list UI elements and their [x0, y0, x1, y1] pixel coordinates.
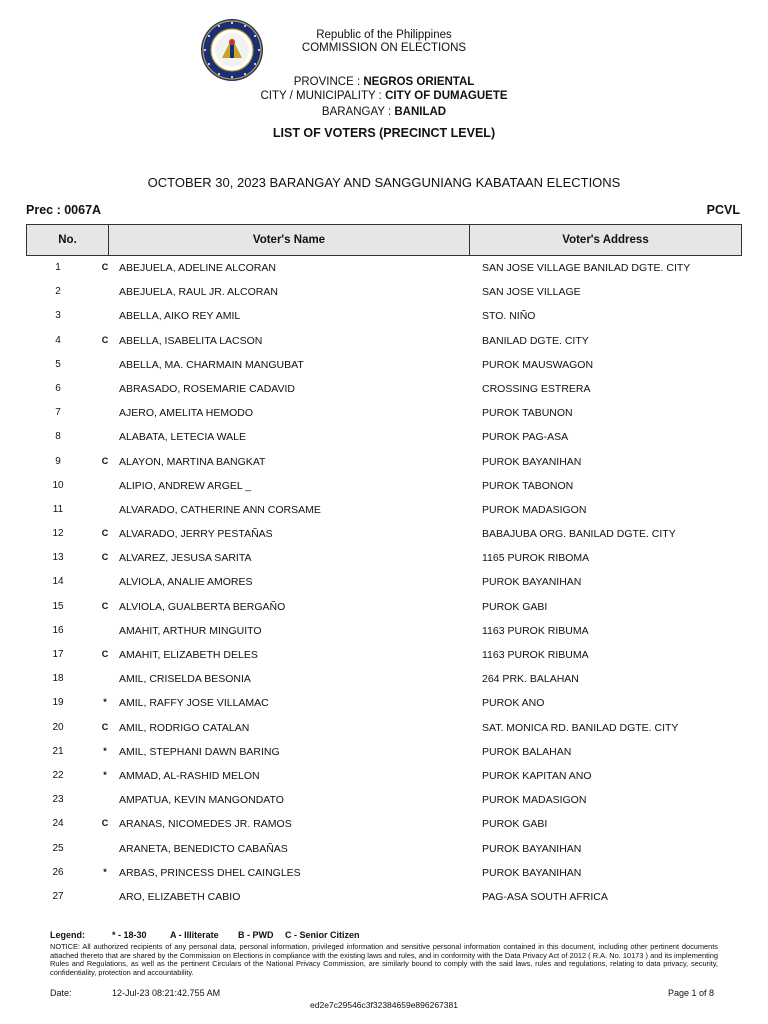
table-row [26, 667, 742, 691]
voter-address: PUROK MADASIGON [482, 794, 587, 807]
legend [50, 930, 360, 940]
republic-line: Republic of the Philippines [316, 29, 452, 41]
voter-name: AJERO, AMELITA HEMODO [119, 407, 253, 420]
legend-title: Legend: [50, 930, 85, 940]
voter-name: ABELLA, MA. CHARMAIN MANGUBAT [119, 358, 304, 371]
voter-name: AMIL, CRISELDA BESONIA [119, 673, 251, 686]
voter-address: 1165 PUROK RIBOMA [482, 552, 590, 565]
table-row [26, 716, 742, 740]
voter-address: SAN JOSE VILLAGE BANILAD DGTE. CITY [482, 262, 691, 274]
table-row [26, 788, 742, 812]
commission-line: COMMISSION ON ELECTIONS [301, 42, 467, 54]
city-value: CITY OF DUMAGUETE [385, 90, 508, 102]
voter-mark: C [101, 600, 109, 611]
voter-number: 12 [52, 528, 64, 540]
voter-number: 8 [55, 431, 61, 443]
table-row [26, 691, 742, 715]
voter-name: AMAHIT, ELIZABETH DELES [119, 649, 258, 661]
voter-list [26, 256, 742, 909]
legend-illiterate: A - Illiterate [170, 930, 219, 940]
voter-number: 14 [52, 576, 64, 588]
voter-address: PUROK GABI [482, 818, 548, 831]
city-label: CITY / MUNICIPALITY : [260, 90, 386, 102]
voter-name: AMPATUA, KEVIN MANGONDATO [119, 794, 284, 807]
voter-number: 25 [52, 842, 64, 854]
voter-name: AMIL, RODRIGO CATALAN [119, 721, 250, 734]
precinct-label: Prec : 0067A [26, 203, 102, 217]
voter-mark: C [101, 552, 109, 563]
voter-number: 23 [52, 794, 64, 806]
voter-number: 16 [52, 624, 64, 636]
table-row [26, 450, 742, 474]
voter-number: 10 [52, 479, 64, 491]
table-row [26, 570, 742, 594]
table-row [26, 425, 742, 449]
header-address: Voter's Address [562, 234, 649, 246]
table-row [26, 498, 742, 522]
voter-number: 20 [52, 721, 64, 733]
voter-address: PUROK KAPITAN ANO [482, 769, 592, 782]
voter-name: AMIL, RAFFY JOSE VILLAMAC [119, 697, 269, 710]
province-value: NEGROS ORIENTAL [363, 76, 475, 88]
table-row [26, 740, 742, 764]
voter-address: PUROK MAUSWAGON [482, 358, 594, 371]
province-line [0, 75, 768, 89]
legend-pwd: B - PWD [238, 930, 274, 940]
table-row [26, 401, 742, 425]
voter-name: ALVARADO, CATHERINE ANN CORSAME [119, 503, 321, 516]
voter-name: ARANETA, BENEDICTO CABAÑAS [119, 842, 288, 855]
voter-number: 3 [55, 310, 61, 322]
voter-name: ABEJUELA, ADELINE ALCORAN [119, 262, 276, 274]
voter-name: ARO, ELIZABETH CABIO [119, 890, 241, 903]
table-row [26, 764, 742, 788]
header-name: Voter's Name [109, 225, 470, 255]
table-row [26, 329, 742, 353]
legend-senior: C - Senior Citizen [285, 930, 360, 940]
table-row [26, 280, 742, 304]
voter-number: 19 [52, 697, 64, 709]
barangay-label: BARANGAY : [321, 106, 395, 118]
voter-number: 22 [52, 769, 64, 781]
voter-address: 264 PRK. BALAHAN [482, 673, 579, 686]
voter-name: ALVAREZ, JESUSA SARITA [119, 552, 252, 565]
voter-number: 27 [52, 890, 64, 902]
voter-mark: C [101, 721, 109, 732]
voter-mark: * [103, 769, 107, 780]
list-title: LIST OF VOTERS (PRECINCT LEVEL) [272, 126, 496, 140]
voter-address: SAT. MONICA RD. BANILAD DGTE. CITY [482, 721, 679, 734]
voter-number: 18 [52, 673, 64, 685]
voter-name: AMAHIT, ARTHUR MINGUITO [119, 624, 262, 637]
voter-mark: * [103, 866, 107, 877]
date-label: Date: [50, 988, 72, 998]
table-row [26, 861, 742, 885]
document-hash: ed2e7c29546c3f32384659e896267381 [310, 1000, 458, 1010]
table-row [26, 546, 742, 570]
voter-name: ALABATA, LETECIA WALE [119, 431, 247, 444]
voter-address: PUROK BAYANIHAN [482, 842, 582, 855]
voter-address: STO. NIÑO [482, 310, 536, 323]
voter-address: PAG-ASA SOUTH AFRICA [482, 890, 608, 903]
voter-mark: C [101, 455, 109, 466]
voter-address: PUROK TABUNON [482, 407, 573, 420]
voter-number: 17 [52, 649, 64, 660]
voter-address: 1163 PUROK RIBUMA [482, 624, 589, 637]
voter-address: PUROK PAG-ASA [482, 431, 569, 444]
table-row [26, 885, 742, 909]
table-row [26, 812, 742, 836]
voter-name: ALVIOLA, ANALIE AMORES [119, 576, 253, 589]
voter-name: ALAYON, MARTINA BANGKAT [119, 455, 266, 468]
voter-number: 4 [55, 334, 61, 346]
table-row [26, 353, 742, 377]
voter-address: PUROK ANO [482, 697, 545, 710]
voter-name: AMIL, STEPHANI DAWN BARING [119, 745, 280, 758]
table-row [26, 837, 742, 861]
header-no: No. [27, 225, 109, 255]
voter-name: ABEJUELA, RAUL JR. ALCORAN [119, 286, 278, 299]
table-row [26, 304, 742, 328]
voter-address: BABAJUBA ORG. BANILAD DGTE. CITY [482, 528, 676, 541]
voter-address: PUROK BALAHAN [482, 745, 572, 758]
voter-name: ARBAS, PRINCESS DHEL CAINGLES [119, 866, 301, 879]
voter-number: 6 [55, 382, 61, 394]
table-header [26, 224, 742, 256]
pcvl-label: PCVL [706, 203, 740, 217]
voter-name: ARANAS, NICOMEDES JR. RAMOS [119, 818, 292, 831]
voter-number: 9 [55, 455, 61, 467]
voter-address: CROSSING ESTRERA [482, 382, 591, 395]
voter-address: BANILAD DGTE. CITY [482, 334, 589, 347]
table-row [26, 643, 742, 667]
voter-mark: C [101, 649, 109, 659]
voter-address: PUROK TABONON [482, 479, 574, 492]
table-row [26, 377, 742, 401]
table-row [26, 619, 742, 643]
voter-number: 24 [52, 818, 64, 830]
voter-address: SAN JOSE VILLAGE [482, 286, 581, 299]
table-row [26, 522, 742, 546]
voter-name: ALIPIO, ANDREW ARGEL _ [119, 479, 252, 492]
voter-number: 13 [52, 552, 64, 564]
voter-number: 2 [55, 286, 61, 298]
voter-number: 11 [52, 503, 64, 515]
page-number: Page 1 of 8 [667, 988, 714, 998]
legend-age: * - 18-30 [112, 930, 147, 940]
voter-name: ABRASADO, ROSEMARIE CADAVID [119, 382, 296, 395]
voter-name: ABELLA, AIKO REY AMIL [119, 310, 241, 323]
voter-address: PUROK GABI [482, 600, 548, 613]
table-row [26, 256, 742, 280]
voter-number: 1 [55, 262, 61, 273]
voter-mark: C [101, 818, 109, 829]
voter-number: 21 [52, 745, 64, 757]
voter-number: 5 [55, 358, 61, 370]
privacy-notice: NOTICE: All authorized recipients of any personal data, personal information, privileged information and sensitive personal information contained in this document, including other pertinent documents attached thereto that are shared by the Commission on Elections in compliance with the existing laws and rules, and in conformity with the Data Privacy Act of 2012 ( R.A. No. 10173 ) and its implementing Rules and Regulations, as well as the pertinent Circulars of the National Privacy Commission, are similarly bound to comply with the said laws, rules and regulations, relating to data privacy, security, confidentiality, protection and accountability. [50, 942, 718, 977]
election-title: OCTOBER 30, 2023 BARANGAY AND SANGGUNIANG KABATAAN ELECTIONS [147, 175, 621, 190]
voter-number: 26 [52, 866, 64, 878]
voter-name: ABELLA, ISABELITA LACSON [119, 334, 263, 347]
voter-number: 15 [52, 600, 64, 612]
voter-address: PUROK BAYANIHAN [482, 866, 582, 879]
date-value: 12-Jul-23 08:21:42.755 AM [112, 988, 221, 998]
table-row [26, 595, 742, 619]
voter-number: 7 [55, 407, 61, 419]
voter-name: ALVIOLA, GUALBERTA BERGAÑO [119, 600, 286, 613]
voter-mark: * [103, 697, 107, 708]
barangay-value: BANILAD [394, 106, 447, 118]
barangay-line [0, 105, 768, 119]
voter-address: PUROK MADASIGON [482, 503, 587, 516]
voter-mark: C [101, 262, 109, 272]
voter-mark: * [103, 745, 107, 756]
city-line [0, 89, 768, 103]
province-label: PROVINCE : [293, 76, 364, 88]
voter-address: 1163 PUROK RIBUMA [482, 649, 589, 661]
voter-mark: C [101, 334, 109, 345]
table-row [26, 474, 742, 498]
voter-address: PUROK BAYANIHAN [482, 455, 582, 468]
voter-name: ALVARADO, JERRY PESTAÑAS [119, 528, 273, 541]
voter-name: AMMAD, AL-RASHID MELON [119, 769, 260, 782]
voter-mark: C [101, 528, 109, 539]
voter-address: PUROK BAYANIHAN [482, 576, 582, 589]
